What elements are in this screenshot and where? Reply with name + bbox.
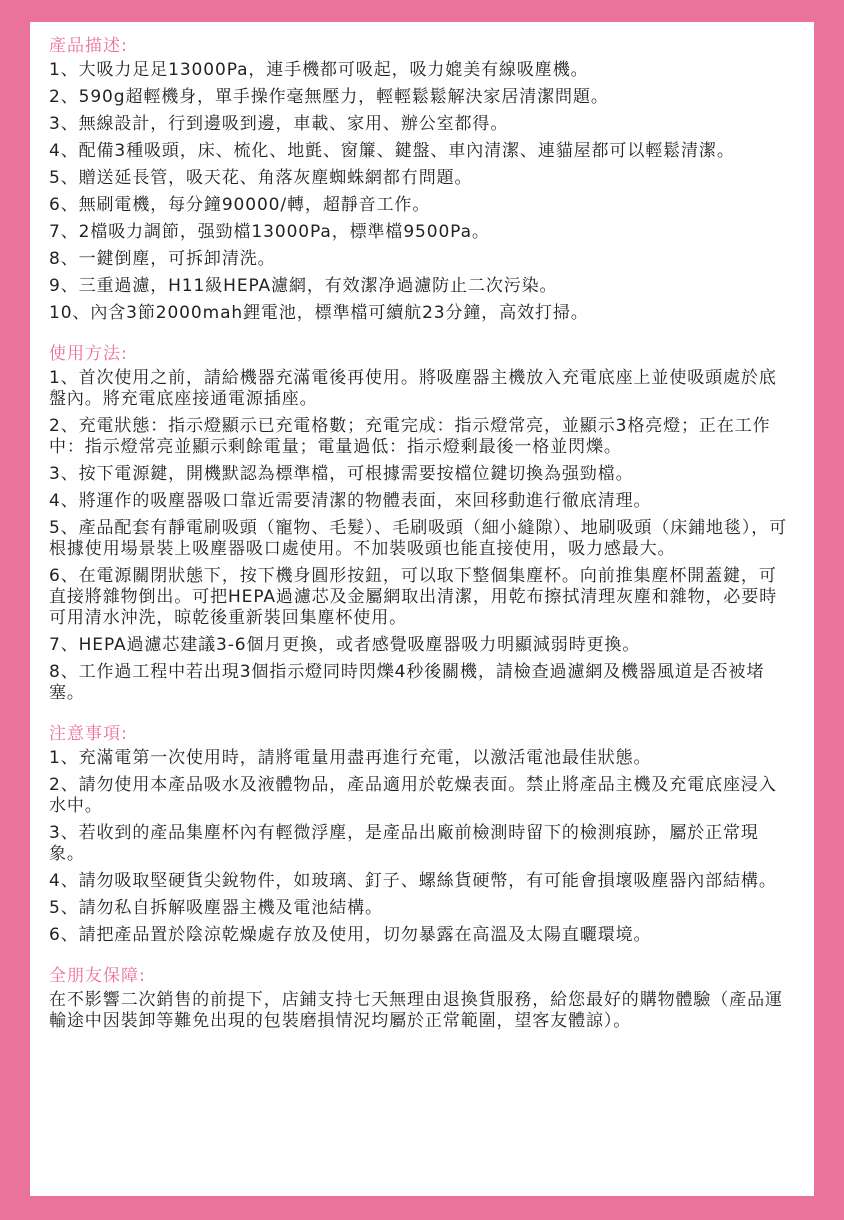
list-item: 1、充滿電第一次使用時，請將電量用盡再進行充電，以激活電池最佳狀態。 — [49, 748, 652, 768]
info-card — [30, 22, 814, 1196]
list-item: 4、將運作的吸塵器吸口靠近需要清潔的物體表面，來回移動進行徹底清理。 — [49, 491, 652, 511]
list-item: 7、2檔吸力調節，强勁檔13000Pa，標準檔9500Pa。 — [49, 222, 490, 242]
list-item: 2、590g超輕機身，單手操作毫無壓力，輕輕鬆鬆解決家居清潔問題。 — [49, 87, 609, 107]
list-item: 1、大吸力足足13000Pa，連手機都可吸起，吸力媲美有線吸塵機。 — [49, 60, 589, 80]
list-item: 6、無刷電機，每分鐘90000/轉，超靜音工作。 — [49, 195, 431, 215]
list-item: 8、一鍵倒塵，可拆卸清洗。 — [49, 249, 276, 269]
section-title: 注意事項: — [49, 724, 128, 744]
list-item: 10、內含3節2000mah鋰電池，標準檔可續航23分鐘，高效打掃。 — [49, 303, 589, 323]
list-item: 2、充電狀態：指示燈顯示已充電格數；充電完成：指示燈常亮，並顯示3格亮燈；正在工作中：指示燈常亮並顯示剩餘電量；電量過低：指示燈剩最後一格並閃爍。 — [49, 416, 771, 457]
list-item: 4、配備3種吸頭，床、梳化、地氈、窗簾、鍵盤、車內清潔、連貓屋都可以輕鬆清潔。 — [49, 141, 735, 161]
list-item: 7、HEPA過濾芯建議3-6個月更換，或者感覺吸塵器吸力明顯減弱時更換。 — [49, 635, 641, 655]
list-item: 5、產品配套有靜電刷吸頭（寵物、毛髮）、毛刷吸頭（細小縫隙）、地刷吸頭（床鋪地毯），可根據使用場景裝上吸塵器吸口處使用。不加裝吸頭也能直接使用，吸力感最大。 — [49, 518, 788, 559]
section-product-description — [49, 32, 814, 324]
section-title: 產品描述: — [49, 36, 128, 56]
section-usage — [49, 340, 814, 704]
list-item: 3、按下電源鍵，開機默認為標準檔，可根據需要按檔位鍵切換為强勁檔。 — [49, 464, 634, 484]
list-item: 8、工作過工程中若出現3個指示燈同時閃爍4秒後關機，請檢查過濾網及機器風道是否被堵塞。 — [49, 662, 765, 703]
section-title: 使用方法: — [49, 344, 128, 364]
list-item: 2、請勿使用本產品吸水及液體物品，產品適用於乾燥表面。禁止將產品主機及充電底座浸入水中。 — [49, 775, 777, 816]
list-item: 1、首次使用之前，請給機器充滿電後再使用。將吸塵器主機放入充電底座上並使吸頭處於底盤內。將充電底座接通電源插座。 — [49, 368, 777, 409]
item-list — [49, 60, 814, 324]
list-item: 3、若收到的產品集塵杯內有輕微浮塵，是產品出廠前檢測時留下的檢測痕跡，屬於正常現象。 — [49, 823, 759, 864]
list-item: 3、無線設計，行到邊吸到邊，車載、家用、辦公室都得。 — [49, 114, 509, 134]
section-guarantee — [49, 962, 814, 1032]
section-precautions — [49, 720, 814, 946]
section-title: 全朋友保障: — [49, 966, 146, 986]
guarantee-paragraph: 在不影響二次銷售的前提下，店鋪支持七天無理由退換貨服務，給您最好的購物體驗（產品運輸途中因裝卸等難免出現的包裝磨損情況均屬於正常範圍，望客友體諒）。 — [49, 990, 783, 1031]
list-item: 6、請把產品置於陰涼乾燥處存放及使用，切勿暴露在高溫及太陽直曬環境。 — [49, 925, 652, 945]
list-item: 5、請勿私自拆解吸塵器主機及電池結構。 — [49, 898, 383, 918]
list-item: 5、贈送延長管，吸天花、角落灰塵蜘蛛網都冇問題。 — [49, 168, 473, 188]
list-item: 6、在電源關閉狀態下，按下機身圓形按鈕，可以取下整個集塵杯。向前推集塵杯開蓋鍵，可直接將雜物倒出。可把HEPA過濾芯及金屬網取出清潔，用乾布擦拭清理灰塵和雜物，必要時可用清水沖洗，晾乾後重新裝回集塵杯使用。 — [49, 566, 778, 628]
list-item: 9、三重過濾，H11級HEPA濾網，有效潔净過濾防止二次污染。 — [49, 276, 558, 296]
list-item: 4、請勿吸取堅硬貨尖銳物件，如玻璃、釘子、螺絲貨硬幣，有可能會損壞吸塵器內部結構。 — [49, 871, 777, 891]
item-list — [49, 748, 814, 946]
item-list — [49, 368, 814, 704]
